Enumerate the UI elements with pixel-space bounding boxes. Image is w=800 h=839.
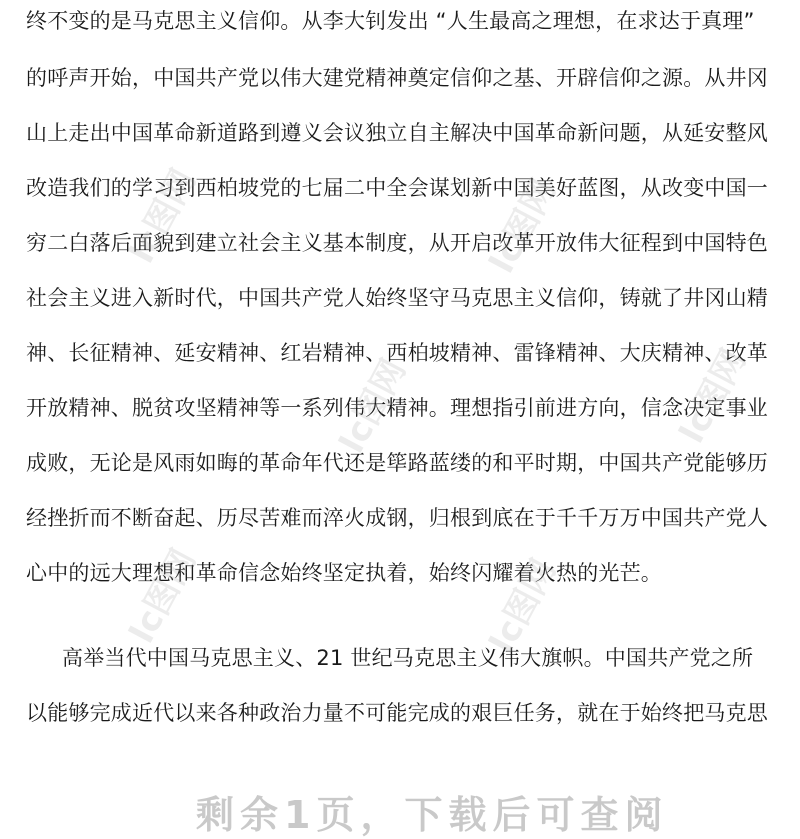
text-line: 心中的远大理想和革命信念始终坚定执着，始终闪耀着火热的光芒。 bbox=[26, 561, 662, 585]
watermark: lc图网 bbox=[331, 352, 415, 460]
text-line: 开放精神、脱贫攻坚精神等一系列伟大精神。理想指引前进方向，信念决定事业 bbox=[26, 396, 768, 420]
watermark: lc图网 bbox=[671, 342, 755, 450]
text-line: 成败，无论是风雨如晦的革命年代还是筚路蓝缕的和平时期，中国共产党能够历 bbox=[26, 451, 768, 475]
watermark: lc图网 bbox=[121, 542, 205, 650]
text-line: 经挫折而不断奋起、历尽苦难而淬火成钢，归根到底在于千千万万中国共产党人 bbox=[26, 506, 768, 530]
watermark: lc图网 bbox=[481, 552, 565, 660]
text-line: 山上走出中国革命新道路到遵义会议独立自主解决中国革命新问题，从延安整风 bbox=[26, 121, 768, 145]
watermark: lc图网 bbox=[481, 172, 565, 280]
text-line: 终不变的是马克思主义信仰。从李大钊发出 “人生最高之理想，在求达于真理” bbox=[26, 9, 755, 33]
text-line: 神、长征精神、延安精神、红岩精神、西柏坡精神、雷锋精神、大庆精神、改革 bbox=[26, 341, 768, 365]
paragraph-start-line: 高举当代中国马克思主义、21 世纪马克思主义伟大旗帜。中国共产党之所 bbox=[62, 646, 754, 670]
text-line: 改造我们的学习到西柏坡党的七届二中全会谋划新中国美好蓝图，从改变中国一 bbox=[26, 176, 768, 200]
text-line: 穷二白落后面貌到建立社会主义基本制度，从开启改革开放伟大征程到中国特色 bbox=[26, 231, 768, 255]
remaining-pages-banner[interactable] bbox=[0, 774, 800, 837]
text-line: 以能够完成近代以来各种政治力量不可能完成的艰巨任务，就在于始终把马克思 bbox=[26, 701, 768, 725]
watermark: lc图网 bbox=[121, 162, 205, 270]
text-line: 社会主义进入新时代，中国共产党人始终坚守马克思主义信仰，铸就了井冈山精 bbox=[26, 286, 768, 310]
text-line: 的呼声开始，中国共产党以伟大建党精神奠定信仰之基、开辟信仰之源。从井冈 bbox=[26, 66, 768, 90]
remaining-pages-text: 剩余1页，下载后可查阅 bbox=[196, 793, 669, 837]
